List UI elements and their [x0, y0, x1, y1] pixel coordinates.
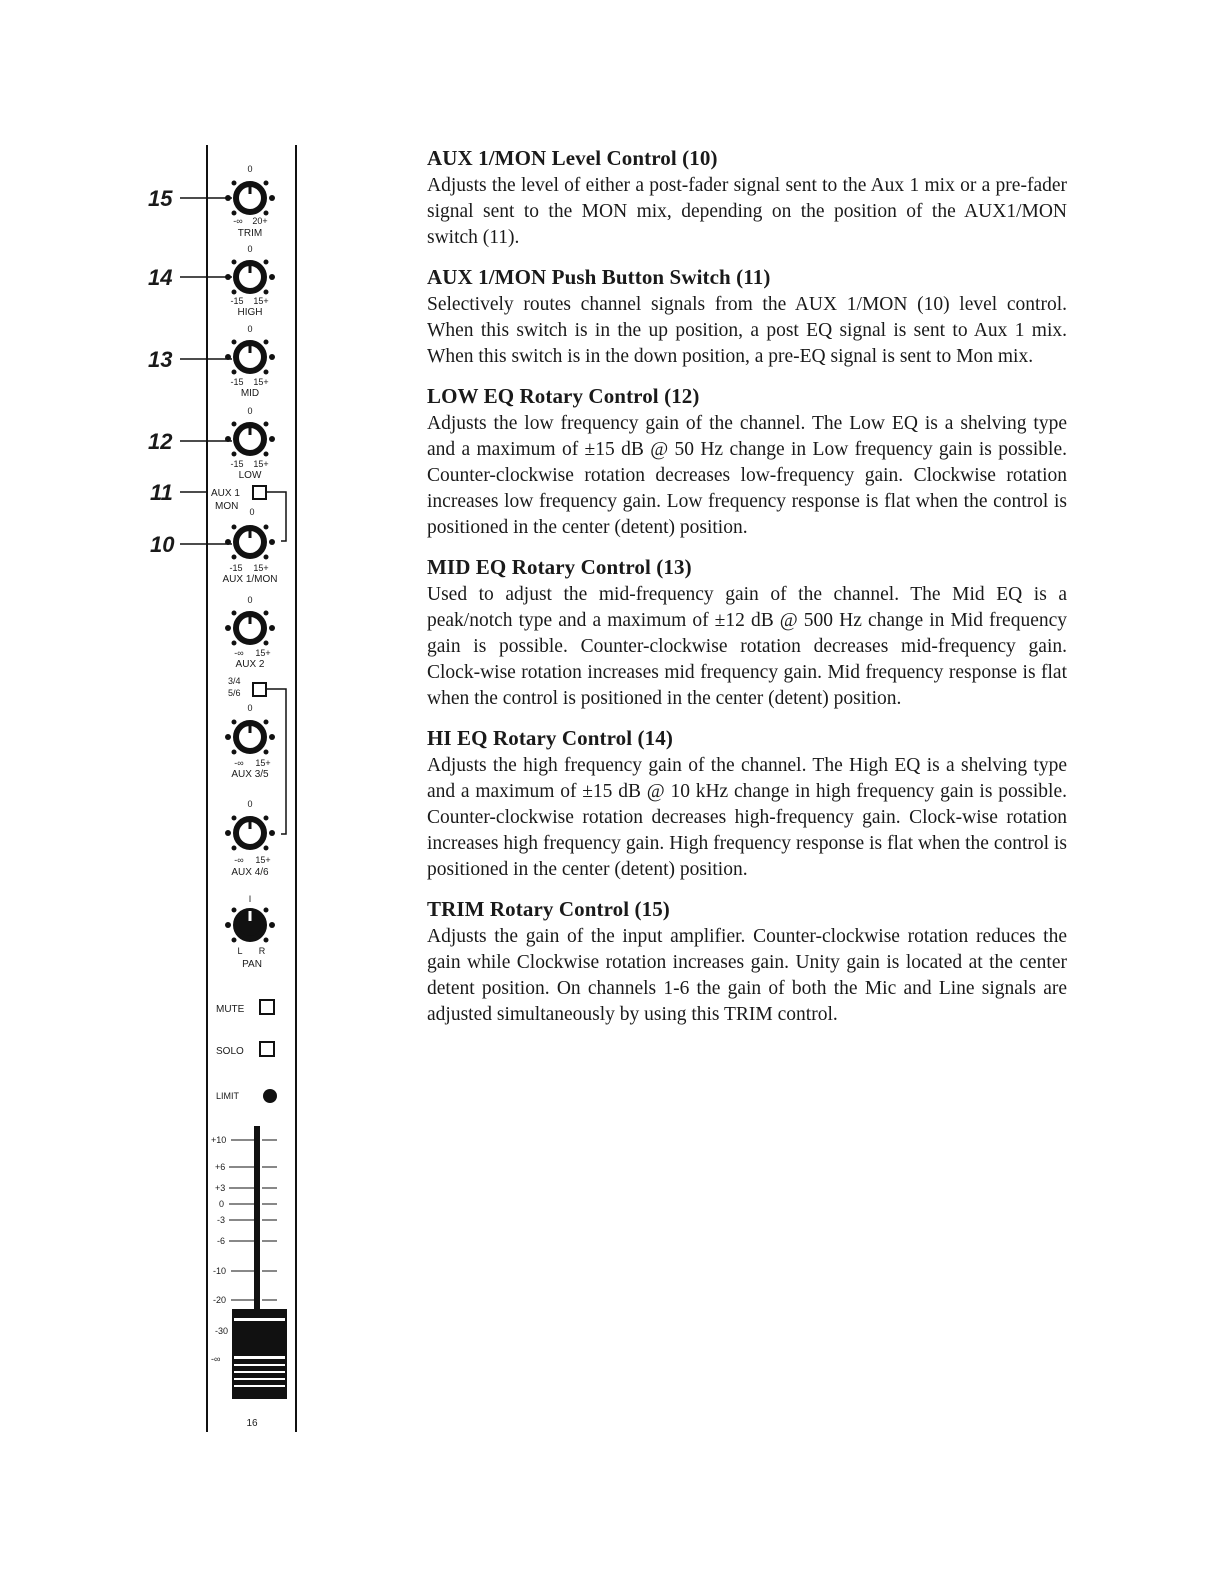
fader-mark-minus-inf: -∞	[211, 1354, 221, 1364]
section-body: Adjusts the level of either a post-fader signal sent to the Aux 1 mix or a pre-fader signal sent to the MON mix, depending on the position of the AUX1/MON switch (11).	[427, 175, 1067, 248]
svg-text:LOW: LOW	[238, 470, 262, 481]
channel-number: 16	[246, 1418, 258, 1429]
svg-text:15+: 15+	[255, 758, 271, 768]
svg-text:13: 13	[148, 347, 173, 372]
aux2-knob[interactable]	[225, 595, 275, 670]
svg-text:TRIM: TRIM	[237, 228, 263, 239]
callout-13	[148, 347, 232, 372]
section-hi-eq	[427, 726, 1067, 883]
svg-text:0: 0	[247, 406, 253, 416]
svg-text:-∞: -∞	[234, 855, 244, 865]
svg-text:AUX 4/6: AUX 4/6	[231, 867, 269, 878]
svg-text:I: I	[248, 894, 252, 904]
fader-mark-0: 0	[219, 1199, 225, 1209]
svg-text:15: 15	[148, 186, 173, 211]
trim-knob[interactable]	[225, 164, 275, 239]
svg-text:-15: -15	[230, 296, 244, 306]
svg-text:-15: -15	[230, 377, 244, 387]
section-mid-eq	[427, 555, 1067, 712]
svg-text:AUX 2: AUX 2	[235, 659, 265, 670]
svg-text:15+: 15+	[253, 459, 269, 469]
svg-text:0: 0	[247, 164, 253, 174]
section-body: Adjusts the high frequency gain of the channel. The High EQ is a shelving type and a maximum of ±15 dB @ 10 kHz change in high frequency gain is possible. Counter-clockwise rotation decreases high-frequency gain. Clock-wise rotation increases high frequency gain. High frequency response is flat when the control is positioned in the center (detent) position.	[427, 755, 1067, 880]
svg-text:HIGH: HIGH	[237, 307, 263, 318]
section-body: Used to adjust the mid-frequency gain of the channel. The Mid EQ is a peak/notch type and a maximum of ±12 dB @ 500 Hz change in Mid frequency gain is possible. Counter-clockwise rotation decreases mid-frequency gain. Clock-wise rotation increases mid frequency gain. Mid frequency response is flat when the control is positioned in the center (detent) position.	[427, 584, 1067, 709]
section-heading: TRIM Rotary Control (15)	[427, 897, 670, 921]
section-heading: MID EQ Rotary Control (13)	[427, 555, 692, 579]
section-aux1-mon-switch	[427, 265, 1067, 370]
svg-text:0: 0	[247, 799, 253, 809]
svg-text:-∞: -∞	[234, 648, 244, 658]
section-trim	[427, 897, 1067, 1028]
svg-text:PAN: PAN	[242, 959, 262, 970]
svg-text:LIMIT: LIMIT	[216, 1091, 240, 1101]
svg-text:3/4: 3/4	[228, 676, 241, 686]
fader-mark-plus3: +3	[215, 1183, 226, 1193]
svg-text:-∞: -∞	[233, 216, 243, 226]
svg-text:10: 10	[150, 532, 175, 557]
svg-text:12: 12	[148, 429, 173, 454]
fader-mark-minus20: -20	[213, 1295, 227, 1305]
mid-eq-knob[interactable]	[225, 324, 275, 399]
callout-11	[150, 480, 208, 505]
svg-text:L: L	[237, 946, 243, 956]
svg-text:MON: MON	[215, 501, 239, 512]
svg-text:AUX 1: AUX 1	[211, 488, 240, 499]
section-aux1-mon-level	[427, 146, 1067, 251]
svg-text:R: R	[258, 946, 266, 956]
svg-text:15+: 15+	[253, 377, 269, 387]
fader-mark-plus6: +6	[215, 1162, 226, 1172]
svg-text:MID: MID	[240, 388, 260, 399]
svg-text:AUX 3/5: AUX 3/5	[231, 769, 269, 780]
fader-mark-minus6: -6	[217, 1236, 226, 1246]
fader-mark-minus30: -30	[215, 1326, 229, 1336]
svg-text:-∞: -∞	[234, 758, 244, 768]
aux46-knob[interactable]	[225, 799, 275, 878]
svg-text:11: 11	[150, 480, 173, 505]
svg-text:0: 0	[247, 244, 253, 254]
svg-text:MUTE: MUTE	[216, 1004, 245, 1015]
svg-text:0: 0	[249, 507, 255, 517]
fader-mark-minus3: -3	[217, 1215, 226, 1225]
callout-12	[148, 429, 232, 454]
section-heading: LOW EQ Rotary Control (12)	[427, 384, 700, 408]
section-heading: HI EQ Rotary Control (14)	[427, 726, 673, 750]
callout-15	[148, 186, 232, 211]
svg-text:20+: 20+	[252, 216, 268, 226]
limit-led	[216, 1089, 277, 1103]
aux35-knob[interactable]	[225, 703, 275, 780]
section-body: Selectively routes channel signals from the AUX 1/MON (10) level control. When this switch is in the up position, a post EQ signal is sent to Aux 1 mix. When this switch is in the down position, a pre-EQ signal is sent to Mon mix.	[427, 294, 1067, 367]
svg-text:SOLO: SOLO	[216, 1046, 244, 1057]
low-eq-knob[interactable]	[225, 406, 275, 481]
section-heading: AUX 1/MON Push Button Switch (11)	[427, 265, 771, 289]
svg-text:AUX 1/MON: AUX 1/MON	[222, 574, 278, 585]
high-eq-knob[interactable]	[225, 244, 275, 318]
svg-text:-15: -15	[229, 563, 243, 573]
mute-button[interactable]	[216, 1000, 274, 1015]
svg-text:14: 14	[148, 265, 173, 290]
section-body: Adjusts the gain of the input amplifier. Counter-clockwise rotation reduces the gain while Clockwise rotation increases gain. Unity gain is located at the center detent position. On channels 1-6 the gain of both the Mic and Line signals are adjusted simultaneously by using this TRIM control.	[427, 926, 1067, 1025]
callout-10	[150, 532, 232, 557]
svg-text:0: 0	[247, 703, 253, 713]
svg-text:0: 0	[247, 595, 253, 605]
aux-3456-switch[interactable]	[228, 676, 286, 834]
svg-text:-15: -15	[230, 459, 244, 469]
svg-text:5/6: 5/6	[228, 688, 241, 698]
section-heading: AUX 1/MON Level Control (10)	[427, 146, 718, 170]
aux1-mon-knob[interactable]	[222, 507, 277, 585]
fader-cap[interactable]	[232, 1309, 287, 1399]
svg-text:0: 0	[247, 324, 253, 334]
callout-14	[148, 265, 232, 290]
svg-text:15+: 15+	[253, 296, 269, 306]
pan-knob[interactable]	[225, 894, 275, 970]
svg-text:15+: 15+	[255, 855, 271, 865]
fader-mark-plus10: +10	[211, 1135, 227, 1145]
section-low-eq	[427, 384, 1067, 541]
svg-text:15+: 15+	[253, 563, 269, 573]
svg-text:15+: 15+	[255, 648, 271, 658]
fader-mark-minus10: -10	[213, 1266, 227, 1276]
solo-button[interactable]	[216, 1042, 274, 1057]
control-descriptions	[427, 146, 1067, 1042]
section-body: Adjusts the low frequency gain of the channel. The Low EQ is a shelving type and a maximum of ±15 dB @ 50 Hz change in Low frequency gain is possible. Counter-clockwise rotation decreases low-frequency gain. Clockwise rotation increases low frequency gain. Low frequency response is flat when the control is positioned in the center (detent) position.	[427, 413, 1067, 538]
